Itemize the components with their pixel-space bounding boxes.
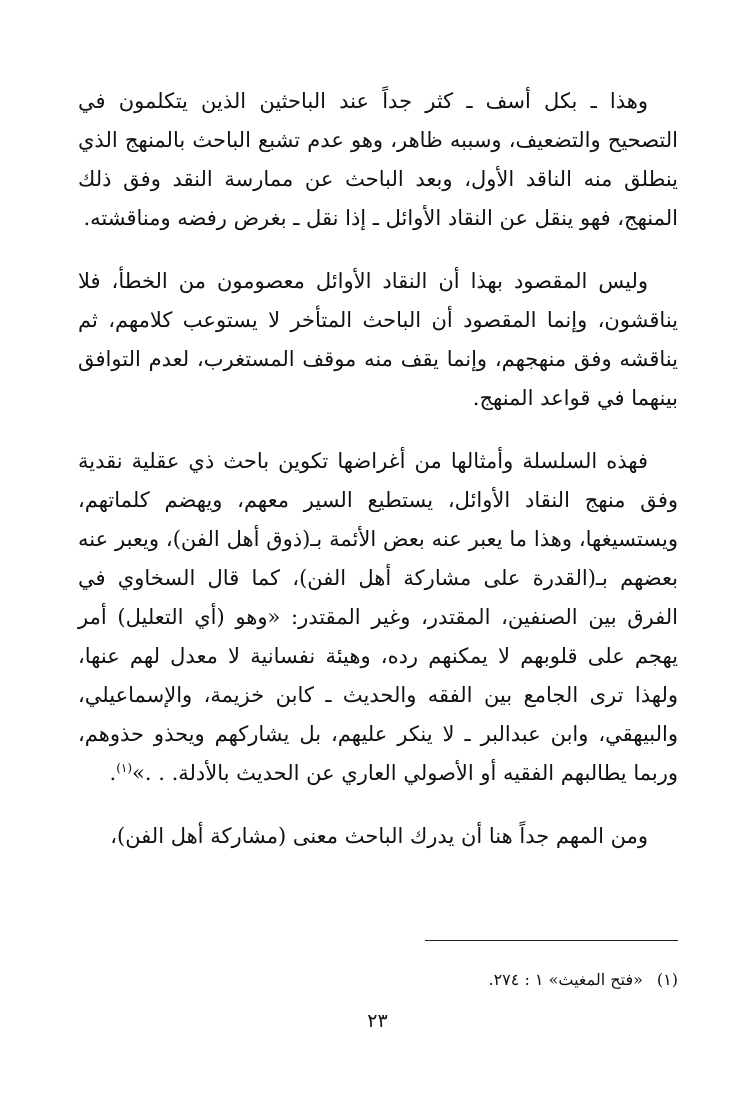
footnote-marker: (١) bbox=[656, 970, 678, 989]
paragraph-1-text: وهذا ـ بكل أسف ـ كثر جداً عند الباحثين الذين يتكلمون في التصحيح والتضعيف، وسببه ظاهر، وهو عدم تشبع الباحث بالمنهج الذي ينطلق منه الناقد الأول، وبعد الباحث عن ممارسة النقد وفق ذلك المنهج، فهو ينقل عن النقاد الأوائل ـ إذا نقل ـ بغرض رفضه ومناقشته. bbox=[78, 89, 678, 230]
page-body bbox=[78, 82, 678, 880]
paragraph-3-text: فهذه السلسلة وأمثالها من أغراضها تكوين باحث ذي عقلية نقدية وفق منهج النقاد الأوائل، يستطيع السير معهم، ويهضم كلماتهم، ويستسيغها، وهذا ما يعبر عنه بعض الأئمة بـ(ذوق أهل الفن)، ويعبر عنه بعضهم بـ(القدرة على مشاركة أهل الفن)، كما قال السخاوي في الفرق بين الصنفين، المقتدر، وغير المقتدر: «وهو (أي التعليل) أمر يهجم على قلوبهم لا يمكنهم رده، وهيئة نفسانية لا معدل لهم عنها، ولهذا ترى الجامع بين الفقه والحديث ـ كابن خزيمة، والإسماعيلي، والبيهقي، وابن عبدالبر ـ لا ينكر عليهم، بل يشاركهم ويحذو حذوهم، وربما يطالبهم الفقيه أو الأصولي العاري عن الحديث بالأدلة. . .» bbox=[78, 449, 678, 785]
paragraph-2 bbox=[78, 262, 678, 418]
footnote-reference: (١) bbox=[116, 761, 133, 775]
footnote-divider bbox=[425, 940, 678, 941]
paragraph-4-text: ومن المهم جداً هنا أن يدرك الباحث معنى (مشاركة أهل الفن)، bbox=[110, 824, 648, 848]
paragraph-3: فهذه السلسلة وأمثالها من أغراضها تكوين باحث ذي عقلية نقدية وفق منهج النقاد الأوائل، يستطيع السير معهم، ويهضم كلماتهم، ويستسيغها، وهذا ما يعبر عنه بعض الأئمة بـ(ذوق أهل الفن)، ويعبر عنه بعضهم بـ(القدرة على مشاركة أهل الفن)، كما قال السخاوي في الفرق بين الصنفين، المقتدر، وغير المقتدر: «وهو (أي التعليل) أمر يهجم على قلوبهم لا يمكنهم رده، وهيئة نفسانية لا معدل لهم عنها، ولهذا ترى الجامع بين الفقه والحديث ـ كابن خزيمة، والإسماعيلي، والبيهقي، وابن عبدالبر ـ لا ينكر عليهم، بل يشاركهم ويحذو حذوهم، وربما يطالبهم الفقيه أو الأصولي العاري عن الحديث بالأدلة. . .»$^{(١)}$. bbox=[78, 449, 678, 785]
footnote-text: «فتح المغيث» ١ : ٢٧٤. bbox=[488, 970, 643, 989]
footnote bbox=[78, 968, 678, 992]
paragraph-2-text: وليس المقصود بهذا أن النقاد الأوائل معصومون من الخطأ، فلا يناقشون، وإنما المقصود أن الباحث المتأخر لا يستوعب كلامهم، ثم يناقشه وفق منهجهم، وإنما يقف منه موقف المستغرب، لعدم التوافق بينهما في قواعد المنهج. bbox=[78, 269, 678, 410]
paragraph-1 bbox=[78, 82, 678, 238]
paragraph-4 bbox=[78, 817, 678, 856]
page-number: ٢٣ bbox=[367, 1010, 388, 1032]
